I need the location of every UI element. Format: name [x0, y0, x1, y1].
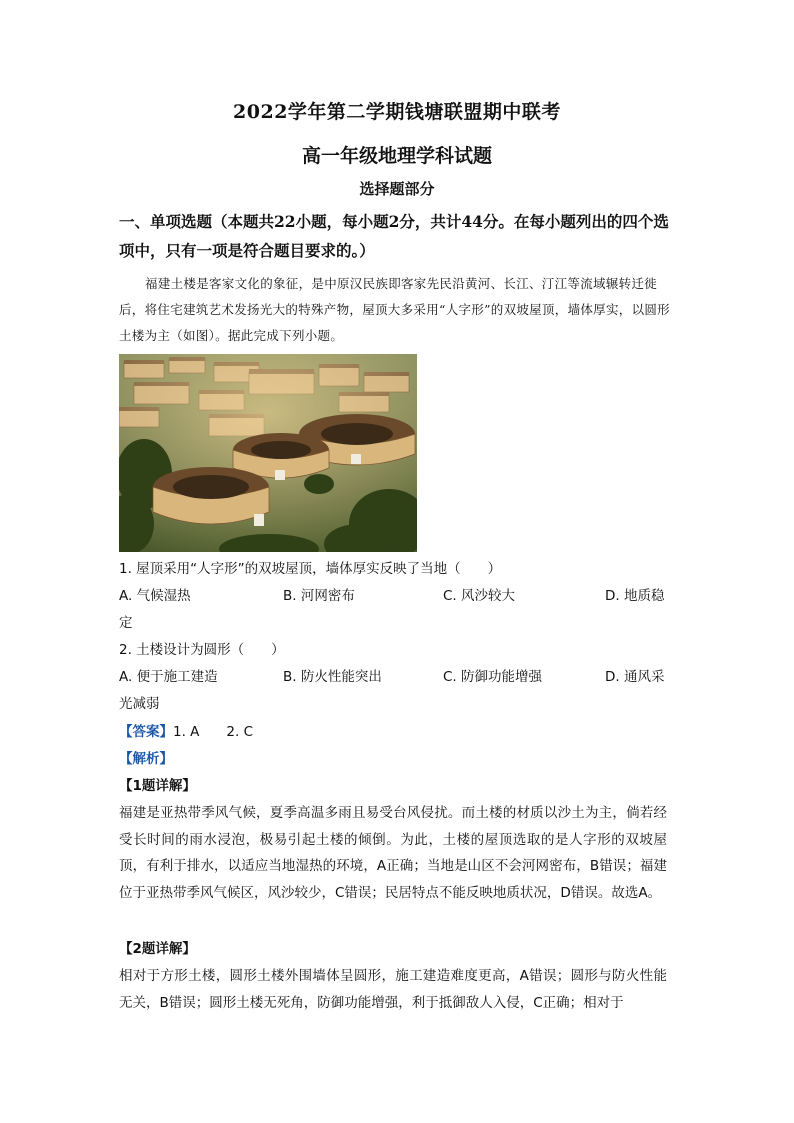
- answer-tag: 【答案】: [119, 724, 173, 740]
- exam-title: 2022学年第二学期钱塘联盟期中联考: [233, 101, 561, 123]
- answer-line: [119, 720, 253, 740]
- section-heading: 一、单项选题（本题共22小题，每小题2分，共计44分。在每小题列出的四个选项中，只有一项是符合题目要求的。）: [119, 212, 669, 260]
- part-heading: 选择题部分: [359, 180, 435, 198]
- analysis-tag: 【解析】: [119, 751, 173, 767]
- question-1-options: [119, 583, 679, 637]
- q1-option-c: C. 风沙较大: [443, 588, 516, 604]
- detail-2-title: 【2题详解】: [119, 941, 196, 957]
- detail-1-text: 福建是亚热带季风气候，夏季高温多雨且易受台风侵扰。而土楼的材质以沙土为主，倘若经受长时间的雨水浸泡，极易引起土楼的倾倒。为此，土楼的屋顶选取的是人字形的双坡屋顶，有利于排水，以适应当地湿热的环境，A正确；当地是山区不会河网密布，B错误；福建位于亚热带季风气候区，风沙较少，C错误；民居特点不能反映地质状况，D错误。故选A。: [119, 805, 667, 901]
- tulou-photo: [119, 354, 417, 552]
- question-1-stem: 1. 屋顶采用“人字形”的双坡屋顶，墙体厚实反映了当地（ ）: [119, 561, 502, 577]
- q2-option-b: B. 防火性能突出: [283, 669, 382, 685]
- detail-1-title: 【1题详解】: [119, 778, 196, 794]
- answer-text: 1. A 2. C: [173, 724, 254, 740]
- q2-option-a: A. 便于施工建造: [119, 669, 218, 685]
- q1-option-d-wrap: 定: [119, 615, 133, 631]
- exam-subtitle: 高一年级地理学科试题: [301, 145, 492, 167]
- q2-option-d-wrap: 光减弱: [119, 696, 160, 712]
- q1-option-d: D. 地质稳: [605, 588, 665, 604]
- q2-option-d: D. 通风采: [605, 669, 665, 685]
- detail-2-text: 相对于方形土楼，圆形土楼外围墙体呈圆形，施工建造难度更高，A错误；圆形与防火性能无关，B错误；圆形土楼无死角，防御功能增强，利于抵御敌人入侵，C正确；相对于: [119, 968, 667, 1011]
- q2-option-c: C. 防御功能增强: [443, 669, 543, 685]
- question-2-stem: 2. 土楼设计为圆形（ ）: [119, 642, 285, 658]
- question-2-options: [119, 664, 679, 718]
- q1-option-b: B. 河网密布: [283, 588, 355, 604]
- q1-option-a: A. 气候湿热: [119, 588, 191, 604]
- material-intro: 福建土楼是客家文化的象征，是中原汉民族即客家先民沿黄河、长江、汀江等流域辗转迁徙后，将住宅建筑艺术发扬光大的特殊产物，屋顶大多采用“人字形”的双坡屋顶，墙体厚实，以圆形土楼为主（如图）。据此完成下列小题。: [119, 276, 670, 343]
